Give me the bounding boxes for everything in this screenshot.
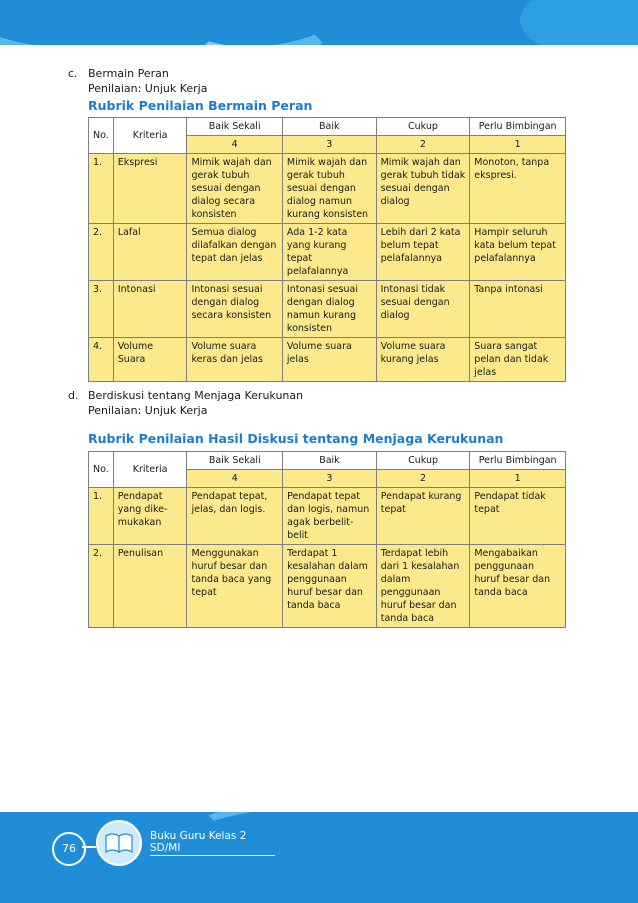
header-level: Cukup: [376, 452, 470, 470]
row-criterion: Pendapat yang dike-mukakan: [113, 488, 187, 545]
book-icon: [96, 820, 142, 866]
table-cell: Mimik wajah dan gerak tubuh tidak sesuai dengan dialog: [376, 154, 470, 224]
row-number: 1.: [89, 488, 114, 545]
header-score: 2: [376, 136, 470, 154]
table-cell: Terdapat 1 kesalahan dalam penggunaan huruf besar dan tanda baca: [283, 545, 377, 628]
rubric-table-bermain-peran: [88, 117, 566, 382]
header-no: No.: [89, 452, 114, 488]
row-criterion: Volume Suara: [113, 338, 187, 382]
header-kriteria: Kriteria: [113, 452, 187, 488]
table-cell: Intonasi tidak sesuai dengan dialog: [376, 281, 470, 338]
rubric-table-diskusi: [88, 451, 566, 628]
table-cell: Semua dialog dilafalkan dengan tepat dan jelas: [187, 224, 282, 281]
row-number: 2.: [89, 545, 114, 628]
section-d-rubric-title: Rubrik Penilaian Hasil Diskusi tentang Menjaga Kerukunan: [88, 431, 504, 446]
row-criterion: Penulisan: [113, 545, 187, 628]
table-cell: Volume suara keras dan jelas: [187, 338, 282, 382]
table-cell: Pendapat tepat dan logis, namun agak berbelit-belit: [283, 488, 377, 545]
header-score: 4: [187, 136, 282, 154]
header-score: 1: [470, 136, 566, 154]
table-row: [89, 281, 566, 338]
footer-band: [0, 812, 638, 903]
table-cell: Suara sangat pelan dan tidak jelas: [470, 338, 566, 382]
table-cell: Lebih dari 2 kata belum tepat pelafalannya: [376, 224, 470, 281]
table-cell: Mimik wajah dan gerak tubuh sesuai dengan dialog secara konsisten: [187, 154, 282, 224]
footer-book-title: Buku Guru Kelas 2 SD/MI: [150, 830, 275, 856]
table-row: [89, 545, 566, 628]
table-cell: Terdapat lebih dari 1 kesalahan dalam penggunaan huruf besar dan tanda baca: [376, 545, 470, 628]
table-row: [89, 338, 566, 382]
table-cell: Pendapat tidak tepat: [470, 488, 566, 545]
header-level: Baik Sekali: [187, 452, 283, 470]
table-cell: Intonasi sesuai dengan dialog secara konsisten: [187, 281, 282, 338]
section-d-title: Berdiskusi tentang Menjaga Kerukunan: [88, 389, 304, 402]
section-c-assessment: Penilaian: Unjuk Kerja: [88, 82, 208, 95]
section-d-assessment: Penilaian: Unjuk Kerja: [88, 404, 208, 417]
table-cell: Hampir seluruh kata belum tepat pelafalannya: [470, 224, 566, 281]
header-level: Baik Sekali: [187, 118, 282, 136]
table-cell: Menggunakan huruf besar dan tanda baca yang tepat: [187, 545, 283, 628]
table-cell: Volume suara jelas: [282, 338, 376, 382]
header-score: 3: [282, 136, 376, 154]
header-score: 3: [283, 470, 377, 488]
page-number: 76: [52, 832, 86, 866]
table-row: [89, 224, 566, 281]
header-level: Baik: [282, 118, 376, 136]
header-score: 1: [470, 470, 566, 488]
section-d-letter: d.: [68, 389, 79, 402]
section-d-heading: [68, 388, 568, 403]
header-no: No.: [89, 118, 114, 154]
table-row: [89, 488, 566, 545]
table-cell: Ada 1-2 kata yang kurang tepat pelafalannya: [282, 224, 376, 281]
header-level: Cukup: [376, 118, 470, 136]
table-cell: Mengabaikan penggunaan huruf besar dan tanda baca: [470, 545, 566, 628]
section-c-title: Bermain Peran: [88, 67, 169, 80]
row-number: 2.: [89, 224, 114, 281]
section-c-heading: [68, 66, 568, 81]
row-criterion: Ekspresi: [113, 154, 187, 224]
table-cell: Pendapat tepat, jelas, dan logis.: [187, 488, 283, 545]
header-level: Baik: [283, 452, 377, 470]
table-cell: Mimik wajah dan gerak tubuh sesuai dengan dialog namun kurang konsisten: [282, 154, 376, 224]
row-number: 1.: [89, 154, 114, 224]
top-decorative-band: [0, 0, 638, 45]
table-cell: Monoton, tanpa ekspresi.: [470, 154, 566, 224]
section-c-letter: c.: [68, 67, 78, 80]
table-cell: Tanpa intonasi: [470, 281, 566, 338]
section-c-rubric-title: Rubrik Penilaian Bermain Peran: [88, 98, 313, 113]
header-score: 4: [187, 470, 283, 488]
header-level: Perlu Bimbingan: [470, 118, 566, 136]
header-kriteria: Kriteria: [113, 118, 187, 154]
header-score: 2: [376, 470, 470, 488]
table-row: [89, 154, 566, 224]
row-number: 4.: [89, 338, 114, 382]
row-number: 3.: [89, 281, 114, 338]
row-criterion: Lafal: [113, 224, 187, 281]
table-cell: Pendapat kurang tepat: [376, 488, 470, 545]
table-cell: Volume suara kurang jelas: [376, 338, 470, 382]
row-criterion: Intonasi: [113, 281, 187, 338]
page-content: [68, 66, 568, 628]
table-cell: Intonasi sesuai dengan dialog namun kurang konsisten: [282, 281, 376, 338]
header-level: Perlu Bimbingan: [470, 452, 566, 470]
